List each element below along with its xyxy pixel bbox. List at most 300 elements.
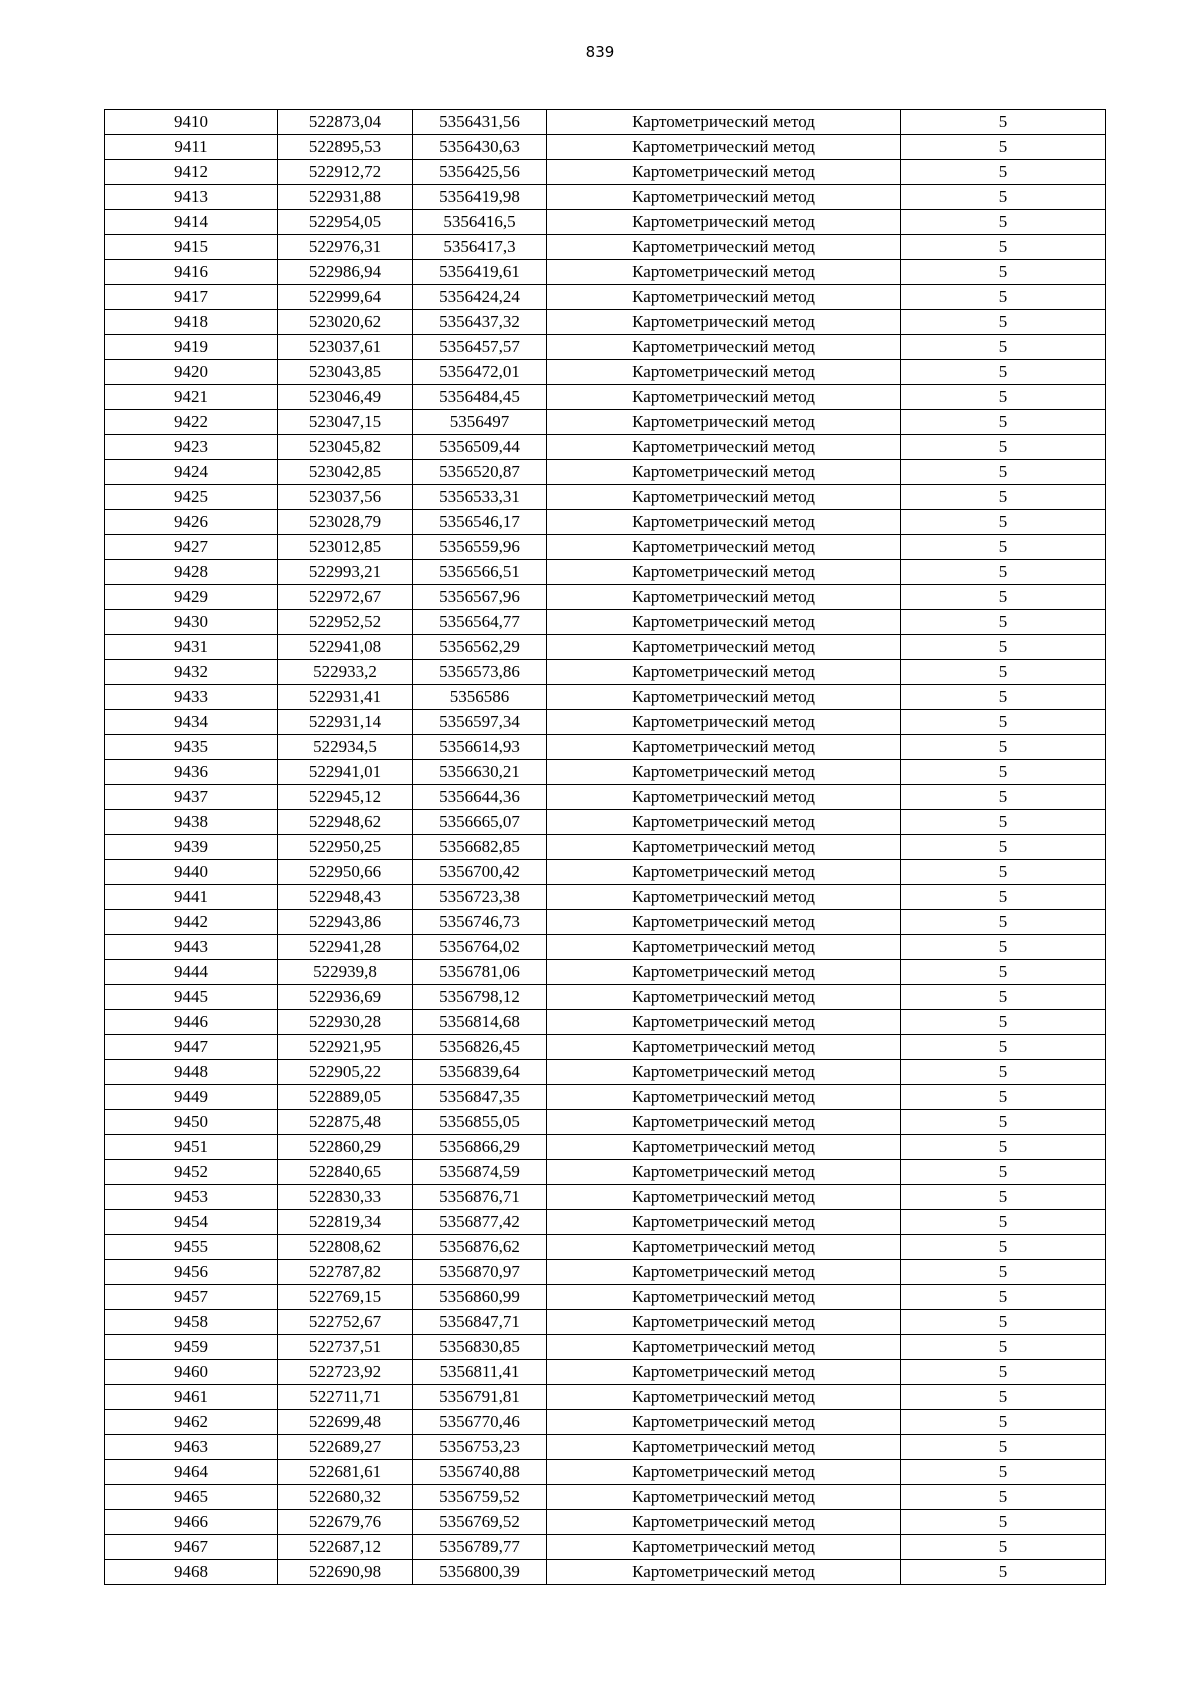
point-number-cell: 9413 [105, 185, 278, 210]
accuracy-cell: 5 [901, 860, 1106, 885]
table-row [105, 635, 1106, 660]
point-number-cell: 9463 [105, 1435, 278, 1460]
y-coordinate-cell: 5356597,34 [413, 710, 547, 735]
accuracy-cell: 5 [901, 985, 1106, 1010]
y-coordinate-cell: 5356424,24 [413, 285, 547, 310]
accuracy-cell: 5 [901, 1485, 1106, 1510]
accuracy-cell: 5 [901, 485, 1106, 510]
point-number-cell: 9437 [105, 785, 278, 810]
y-coordinate-cell: 5356769,52 [413, 1510, 547, 1535]
point-number-cell: 9420 [105, 360, 278, 385]
point-number-cell: 9428 [105, 560, 278, 585]
point-number-cell: 9410 [105, 110, 278, 135]
method-cell: Картометрический метод [547, 135, 901, 160]
accuracy-cell: 5 [901, 785, 1106, 810]
x-coordinate-cell: 522711,71 [278, 1385, 413, 1410]
table-row [105, 1335, 1106, 1360]
x-coordinate-cell: 522787,82 [278, 1260, 413, 1285]
method-cell: Картометрический метод [547, 935, 901, 960]
y-coordinate-cell: 5356814,68 [413, 1010, 547, 1035]
accuracy-cell: 5 [901, 910, 1106, 935]
table-row [105, 1060, 1106, 1085]
point-number-cell: 9418 [105, 310, 278, 335]
table-row [105, 1310, 1106, 1335]
table-row [105, 235, 1106, 260]
y-coordinate-cell: 5356781,06 [413, 960, 547, 985]
x-coordinate-cell: 523045,82 [278, 435, 413, 460]
y-coordinate-cell: 5356682,85 [413, 835, 547, 860]
table-row [105, 335, 1106, 360]
y-coordinate-cell: 5356430,63 [413, 135, 547, 160]
table-row [105, 1085, 1106, 1110]
method-cell: Картометрический метод [547, 785, 901, 810]
method-cell: Картометрический метод [547, 235, 901, 260]
y-coordinate-cell: 5356437,32 [413, 310, 547, 335]
x-coordinate-cell: 522808,62 [278, 1235, 413, 1260]
table-row [105, 385, 1106, 410]
point-number-cell: 9435 [105, 735, 278, 760]
method-cell: Картометрический метод [547, 310, 901, 335]
method-cell: Картометрический метод [547, 1085, 901, 1110]
x-coordinate-cell: 522905,22 [278, 1060, 413, 1085]
x-coordinate-cell: 522769,15 [278, 1285, 413, 1310]
accuracy-cell: 5 [901, 410, 1106, 435]
x-coordinate-cell: 522689,27 [278, 1435, 413, 1460]
accuracy-cell: 5 [901, 260, 1106, 285]
accuracy-cell: 5 [901, 1235, 1106, 1260]
method-cell: Картометрический метод [547, 1285, 901, 1310]
x-coordinate-cell: 522873,04 [278, 110, 413, 135]
x-coordinate-cell: 522680,32 [278, 1485, 413, 1510]
y-coordinate-cell: 5356484,45 [413, 385, 547, 410]
y-coordinate-cell: 5356457,57 [413, 335, 547, 360]
point-number-cell: 9452 [105, 1160, 278, 1185]
y-coordinate-cell: 5356520,87 [413, 460, 547, 485]
method-cell: Картометрический метод [547, 635, 901, 660]
table-row [105, 485, 1106, 510]
coordinates-table-body [105, 110, 1106, 1585]
method-cell: Картометрический метод [547, 535, 901, 560]
x-coordinate-cell: 522999,64 [278, 285, 413, 310]
method-cell: Картометрический метод [547, 585, 901, 610]
x-coordinate-cell: 522889,05 [278, 1085, 413, 1110]
table-row [105, 1035, 1106, 1060]
y-coordinate-cell: 5356497 [413, 410, 547, 435]
x-coordinate-cell: 523012,85 [278, 535, 413, 560]
table-row [105, 1110, 1106, 1135]
x-coordinate-cell: 522976,31 [278, 235, 413, 260]
accuracy-cell: 5 [901, 710, 1106, 735]
accuracy-cell: 5 [901, 360, 1106, 385]
table-row [105, 760, 1106, 785]
y-coordinate-cell: 5356791,81 [413, 1385, 547, 1410]
page-number: 839 [585, 43, 615, 61]
y-coordinate-cell: 5356764,02 [413, 935, 547, 960]
point-number-cell: 9462 [105, 1410, 278, 1435]
accuracy-cell: 5 [901, 460, 1106, 485]
method-cell: Картометрический метод [547, 710, 901, 735]
accuracy-cell: 5 [901, 585, 1106, 610]
method-cell: Картометрический метод [547, 460, 901, 485]
point-number-cell: 9426 [105, 510, 278, 535]
table-row [105, 1235, 1106, 1260]
accuracy-cell: 5 [901, 110, 1106, 135]
accuracy-cell: 5 [901, 1460, 1106, 1485]
method-cell: Картометрический метод [547, 210, 901, 235]
accuracy-cell: 5 [901, 735, 1106, 760]
accuracy-cell: 5 [901, 1060, 1106, 1085]
accuracy-cell: 5 [901, 610, 1106, 635]
x-coordinate-cell: 522936,69 [278, 985, 413, 1010]
y-coordinate-cell: 5356564,77 [413, 610, 547, 635]
method-cell: Картометрический метод [547, 1210, 901, 1235]
accuracy-cell: 5 [901, 535, 1106, 560]
point-number-cell: 9443 [105, 935, 278, 960]
y-coordinate-cell: 5356700,42 [413, 860, 547, 885]
method-cell: Картометрический метод [547, 1360, 901, 1385]
y-coordinate-cell: 5356614,93 [413, 735, 547, 760]
table-row [105, 885, 1106, 910]
y-coordinate-cell: 5356866,29 [413, 1135, 547, 1160]
x-coordinate-cell: 523047,15 [278, 410, 413, 435]
table-row [105, 360, 1106, 385]
accuracy-cell: 5 [901, 1310, 1106, 1335]
accuracy-cell: 5 [901, 1435, 1106, 1460]
y-coordinate-cell: 5356800,39 [413, 1560, 547, 1585]
point-number-cell: 9447 [105, 1035, 278, 1060]
accuracy-cell: 5 [901, 510, 1106, 535]
point-number-cell: 9456 [105, 1260, 278, 1285]
y-coordinate-cell: 5356509,44 [413, 435, 547, 460]
x-coordinate-cell: 523037,56 [278, 485, 413, 510]
accuracy-cell: 5 [901, 885, 1106, 910]
table-row [105, 185, 1106, 210]
x-coordinate-cell: 522699,48 [278, 1410, 413, 1435]
accuracy-cell: 5 [901, 1410, 1106, 1435]
accuracy-cell: 5 [901, 235, 1106, 260]
x-coordinate-cell: 522860,29 [278, 1135, 413, 1160]
point-number-cell: 9425 [105, 485, 278, 510]
method-cell: Картометрический метод [547, 960, 901, 985]
y-coordinate-cell: 5356847,35 [413, 1085, 547, 1110]
accuracy-cell: 5 [901, 310, 1106, 335]
table-row [105, 410, 1106, 435]
y-coordinate-cell: 5356770,46 [413, 1410, 547, 1435]
accuracy-cell: 5 [901, 560, 1106, 585]
accuracy-cell: 5 [901, 1560, 1106, 1585]
accuracy-cell: 5 [901, 335, 1106, 360]
method-cell: Картометрический метод [547, 910, 901, 935]
method-cell: Картометрический метод [547, 1010, 901, 1035]
point-number-cell: 9432 [105, 660, 278, 685]
method-cell: Картометрический метод [547, 1485, 901, 1510]
x-coordinate-cell: 522840,65 [278, 1160, 413, 1185]
y-coordinate-cell: 5356830,85 [413, 1335, 547, 1360]
accuracy-cell: 5 [901, 1385, 1106, 1410]
method-cell: Картометрический метод [547, 1510, 901, 1535]
table-row [105, 610, 1106, 635]
x-coordinate-cell: 522819,34 [278, 1210, 413, 1235]
point-number-cell: 9422 [105, 410, 278, 435]
method-cell: Картометрический метод [547, 810, 901, 835]
point-number-cell: 9457 [105, 1285, 278, 1310]
accuracy-cell: 5 [901, 1035, 1106, 1060]
point-number-cell: 9438 [105, 810, 278, 835]
accuracy-cell: 5 [901, 685, 1106, 710]
table-row [105, 1510, 1106, 1535]
point-number-cell: 9424 [105, 460, 278, 485]
y-coordinate-cell: 5356876,71 [413, 1185, 547, 1210]
method-cell: Картометрический метод [547, 1560, 901, 1585]
point-number-cell: 9468 [105, 1560, 278, 1585]
y-coordinate-cell: 5356472,01 [413, 360, 547, 385]
x-coordinate-cell: 522952,52 [278, 610, 413, 635]
table-row [105, 960, 1106, 985]
method-cell: Картометрический метод [547, 835, 901, 860]
method-cell: Картометрический метод [547, 360, 901, 385]
y-coordinate-cell: 5356826,45 [413, 1035, 547, 1060]
point-number-cell: 9467 [105, 1535, 278, 1560]
accuracy-cell: 5 [901, 810, 1106, 835]
accuracy-cell: 5 [901, 1335, 1106, 1360]
method-cell: Картометрический метод [547, 560, 901, 585]
point-number-cell: 9433 [105, 685, 278, 710]
point-number-cell: 9466 [105, 1510, 278, 1535]
y-coordinate-cell: 5356839,64 [413, 1060, 547, 1085]
method-cell: Картометрический метод [547, 1160, 901, 1185]
method-cell: Картометрический метод [547, 285, 901, 310]
method-cell: Картометрический метод [547, 1110, 901, 1135]
x-coordinate-cell: 522752,67 [278, 1310, 413, 1335]
point-number-cell: 9417 [105, 285, 278, 310]
y-coordinate-cell: 5356877,42 [413, 1210, 547, 1235]
method-cell: Картометрический метод [547, 335, 901, 360]
x-coordinate-cell: 522895,53 [278, 135, 413, 160]
y-coordinate-cell: 5356759,52 [413, 1485, 547, 1510]
table-row [105, 285, 1106, 310]
table-row [105, 985, 1106, 1010]
accuracy-cell: 5 [901, 1160, 1106, 1185]
accuracy-cell: 5 [901, 135, 1106, 160]
x-coordinate-cell: 522950,25 [278, 835, 413, 860]
accuracy-cell: 5 [901, 160, 1106, 185]
point-number-cell: 9446 [105, 1010, 278, 1035]
y-coordinate-cell: 5356546,17 [413, 510, 547, 535]
accuracy-cell: 5 [901, 660, 1106, 685]
accuracy-cell: 5 [901, 210, 1106, 235]
y-coordinate-cell: 5356789,77 [413, 1535, 547, 1560]
method-cell: Картометрический метод [547, 185, 901, 210]
x-coordinate-cell: 522931,88 [278, 185, 413, 210]
method-cell: Картометрический метод [547, 1235, 901, 1260]
table-row [105, 1210, 1106, 1235]
accuracy-cell: 5 [901, 835, 1106, 860]
y-coordinate-cell: 5356874,59 [413, 1160, 547, 1185]
table-row [105, 210, 1106, 235]
y-coordinate-cell: 5356417,3 [413, 235, 547, 260]
y-coordinate-cell: 5356566,51 [413, 560, 547, 585]
x-coordinate-cell: 522931,14 [278, 710, 413, 735]
x-coordinate-cell: 523043,85 [278, 360, 413, 385]
point-number-cell: 9451 [105, 1135, 278, 1160]
table-row [105, 585, 1106, 610]
x-coordinate-cell: 522875,48 [278, 1110, 413, 1135]
x-coordinate-cell: 522723,92 [278, 1360, 413, 1385]
method-cell: Картометрический метод [547, 1335, 901, 1360]
table-row [105, 1260, 1106, 1285]
accuracy-cell: 5 [901, 1085, 1106, 1110]
point-number-cell: 9440 [105, 860, 278, 885]
accuracy-cell: 5 [901, 1110, 1106, 1135]
y-coordinate-cell: 5356860,99 [413, 1285, 547, 1310]
accuracy-cell: 5 [901, 935, 1106, 960]
y-coordinate-cell: 5356419,61 [413, 260, 547, 285]
table-row [105, 1460, 1106, 1485]
point-number-cell: 9412 [105, 160, 278, 185]
y-coordinate-cell: 5356746,73 [413, 910, 547, 935]
point-number-cell: 9429 [105, 585, 278, 610]
x-coordinate-cell: 522986,94 [278, 260, 413, 285]
y-coordinate-cell: 5356630,21 [413, 760, 547, 785]
table-row [105, 1560, 1106, 1585]
point-number-cell: 9444 [105, 960, 278, 985]
accuracy-cell: 5 [901, 1135, 1106, 1160]
method-cell: Картометрический метод [547, 1035, 901, 1060]
method-cell: Картометрический метод [547, 160, 901, 185]
point-number-cell: 9414 [105, 210, 278, 235]
y-coordinate-cell: 5356573,86 [413, 660, 547, 685]
accuracy-cell: 5 [901, 285, 1106, 310]
y-coordinate-cell: 5356876,62 [413, 1235, 547, 1260]
method-cell: Картометрический метод [547, 435, 901, 460]
accuracy-cell: 5 [901, 1360, 1106, 1385]
point-number-cell: 9434 [105, 710, 278, 735]
table-row [105, 310, 1106, 335]
x-coordinate-cell: 522941,01 [278, 760, 413, 785]
point-number-cell: 9459 [105, 1335, 278, 1360]
method-cell: Картометрический метод [547, 1410, 901, 1435]
method-cell: Картометрический метод [547, 1060, 901, 1085]
y-coordinate-cell: 5356753,23 [413, 1435, 547, 1460]
method-cell: Картометрический метод [547, 260, 901, 285]
table-row [105, 1185, 1106, 1210]
x-coordinate-cell: 522972,67 [278, 585, 413, 610]
point-number-cell: 9442 [105, 910, 278, 935]
method-cell: Картометрический метод [547, 660, 901, 685]
x-coordinate-cell: 522933,2 [278, 660, 413, 685]
table-row [105, 710, 1106, 735]
y-coordinate-cell: 5356533,31 [413, 485, 547, 510]
point-number-cell: 9454 [105, 1210, 278, 1235]
y-coordinate-cell: 5356798,12 [413, 985, 547, 1010]
x-coordinate-cell: 522993,21 [278, 560, 413, 585]
accuracy-cell: 5 [901, 960, 1106, 985]
x-coordinate-cell: 522950,66 [278, 860, 413, 885]
accuracy-cell: 5 [901, 435, 1106, 460]
method-cell: Картометрический метод [547, 1535, 901, 1560]
method-cell: Картометрический метод [547, 985, 901, 1010]
x-coordinate-cell: 522941,28 [278, 935, 413, 960]
point-number-cell: 9453 [105, 1185, 278, 1210]
accuracy-cell: 5 [901, 1285, 1106, 1310]
table-row [105, 660, 1106, 685]
accuracy-cell: 5 [901, 635, 1106, 660]
x-coordinate-cell: 522934,5 [278, 735, 413, 760]
x-coordinate-cell: 522943,86 [278, 910, 413, 935]
point-number-cell: 9436 [105, 760, 278, 785]
table-row [105, 1485, 1106, 1510]
x-coordinate-cell: 523020,62 [278, 310, 413, 335]
table-row [105, 560, 1106, 585]
table-row [105, 1385, 1106, 1410]
point-number-cell: 9439 [105, 835, 278, 860]
table-row [105, 510, 1106, 535]
table-row [105, 810, 1106, 835]
table-row [105, 1535, 1106, 1560]
x-coordinate-cell: 523046,49 [278, 385, 413, 410]
point-number-cell: 9449 [105, 1085, 278, 1110]
method-cell: Картометрический метод [547, 1460, 901, 1485]
point-number-cell: 9450 [105, 1110, 278, 1135]
table-row [105, 160, 1106, 185]
y-coordinate-cell: 5356847,71 [413, 1310, 547, 1335]
table-row [105, 260, 1106, 285]
method-cell: Картометрический метод [547, 610, 901, 635]
x-coordinate-cell: 522930,28 [278, 1010, 413, 1035]
point-number-cell: 9465 [105, 1485, 278, 1510]
point-number-cell: 9423 [105, 435, 278, 460]
table-row [105, 685, 1106, 710]
y-coordinate-cell: 5356811,41 [413, 1360, 547, 1385]
accuracy-cell: 5 [901, 1260, 1106, 1285]
table-row [105, 935, 1106, 960]
y-coordinate-cell: 5356567,96 [413, 585, 547, 610]
table-row [105, 735, 1106, 760]
point-number-cell: 9415 [105, 235, 278, 260]
method-cell: Картометрический метод [547, 110, 901, 135]
method-cell: Картометрический метод [547, 1310, 901, 1335]
table-row [105, 1360, 1106, 1385]
y-coordinate-cell: 5356431,56 [413, 110, 547, 135]
x-coordinate-cell: 522945,12 [278, 785, 413, 810]
method-cell: Картометрический метод [547, 685, 901, 710]
table-row [105, 535, 1106, 560]
point-number-cell: 9421 [105, 385, 278, 410]
method-cell: Картометрический метод [547, 760, 901, 785]
point-number-cell: 9455 [105, 1235, 278, 1260]
point-number-cell: 9416 [105, 260, 278, 285]
y-coordinate-cell: 5356855,05 [413, 1110, 547, 1135]
x-coordinate-cell: 522939,8 [278, 960, 413, 985]
table-row [105, 1160, 1106, 1185]
x-coordinate-cell: 522687,12 [278, 1535, 413, 1560]
y-coordinate-cell: 5356723,38 [413, 885, 547, 910]
y-coordinate-cell: 5356870,97 [413, 1260, 547, 1285]
point-number-cell: 9460 [105, 1360, 278, 1385]
point-number-cell: 9448 [105, 1060, 278, 1085]
method-cell: Картометрический метод [547, 885, 901, 910]
x-coordinate-cell: 522948,43 [278, 885, 413, 910]
point-number-cell: 9431 [105, 635, 278, 660]
accuracy-cell: 5 [901, 1535, 1106, 1560]
accuracy-cell: 5 [901, 1210, 1106, 1235]
x-coordinate-cell: 522921,95 [278, 1035, 413, 1060]
x-coordinate-cell: 522830,33 [278, 1185, 413, 1210]
table-row [105, 435, 1106, 460]
accuracy-cell: 5 [901, 1185, 1106, 1210]
point-number-cell: 9427 [105, 535, 278, 560]
y-coordinate-cell: 5356562,29 [413, 635, 547, 660]
